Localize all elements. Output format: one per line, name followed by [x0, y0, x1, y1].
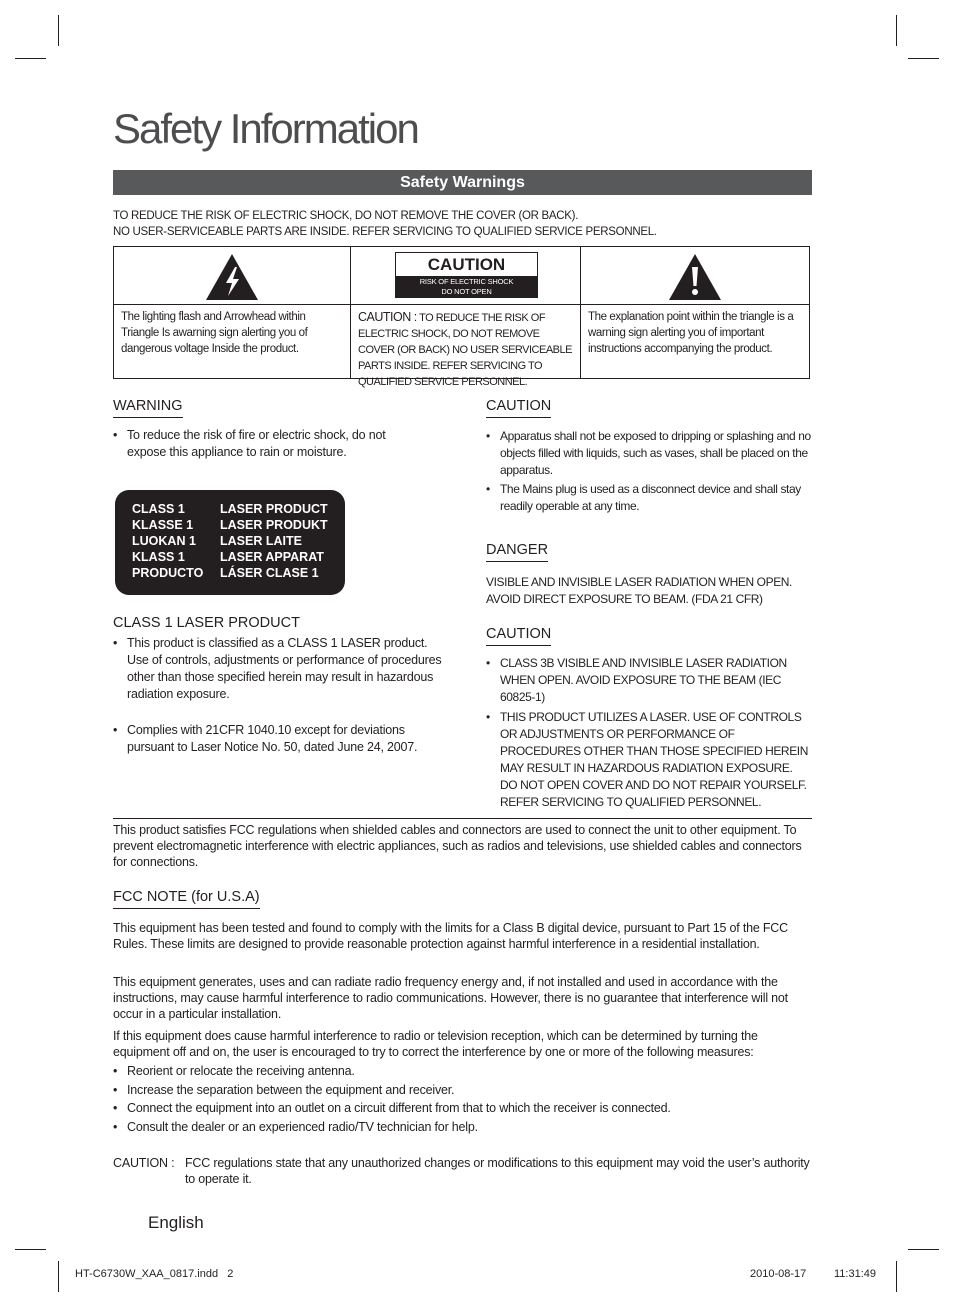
- fcc-caution-text: FCC regulations state that any unauthorized changes or modifications to this equipment may void the user’s authority to operate it.: [185, 1156, 810, 1186]
- class1-heading: CLASS 1 LASER PRODUCT: [113, 615, 300, 631]
- laser-row: KLASSE 1 LASER PRODUKT: [132, 518, 328, 532]
- caution-heading: CAUTION: [486, 626, 551, 646]
- caution-cell: [350, 247, 580, 388]
- crop-mark: [15, 58, 46, 59]
- fcc-paragraph: This equipment generates, uses and can radiate radio frequency energy and, if not installed and used in accordance with the instructions, may cause harmful interference to radio communications. However, there is no guarantee that interference will not occur in a particular installation.: [113, 975, 788, 1021]
- caution-description: [358, 309, 574, 390]
- fcc-intro: This product satisfies FCC regulations when shielded cables and connectors are used to connect the unit to other equipment. To prevent electromagnetic interference with electric appliances, such as radios and televisions, use shielded cables and connectors for connections.: [113, 823, 802, 869]
- intro-line: NO USER-SERVICEABLE PARTS ARE INSIDE. REFER SERVICING TO QUALIFIED SERVICE PERSONNEL.: [113, 226, 657, 238]
- fcc-paragraph: This equipment has been tested and found to comply with the limits for a Class B digital device, pursuant to Part 15 of the FCC Rules. These limits are designed to provide reasonable protection against harmful interference in a residential installation.: [113, 921, 788, 951]
- crop-mark: [58, 1261, 59, 1292]
- laser-row: PRODUCTO LÁSER CLASE 1: [132, 566, 319, 580]
- slug-date: 2010-08-17: [750, 1268, 807, 1280]
- lightning-cell: [114, 247, 350, 378]
- crop-mark: [908, 1249, 939, 1250]
- danger-line: VISIBLE AND INVISIBLE LASER RADIATION WHEN OPEN.: [486, 575, 792, 589]
- danger-heading: DANGER: [486, 542, 548, 562]
- warning-symbols-table: [113, 246, 810, 388]
- danger-line: AVOID DIRECT EXPOSURE TO BEAM. (FDA 21 CFR): [486, 592, 763, 606]
- page-title: Safety Information: [113, 105, 418, 152]
- crop-mark: [58, 15, 59, 46]
- fcc-caution-label: CAUTION :: [113, 1156, 175, 1170]
- lightning-triangle-icon: [204, 252, 260, 302]
- slug-time: 11:31:49: [834, 1268, 877, 1280]
- caution-label-line: RISK OF ELECTRIC SHOCK: [419, 277, 514, 286]
- exclamation-cell: [580, 247, 809, 378]
- crop-mark: [896, 1261, 897, 1292]
- exclamation-description: The explanation point within the triangle is a warning sign alerting you of important instructions accompanying the product.: [588, 311, 794, 355]
- laser-row: KLASS 1 LASER APPARAT: [132, 550, 324, 564]
- crop-mark: [896, 15, 897, 46]
- fcc-heading: FCC NOTE (for U.S.A): [113, 889, 260, 909]
- footer-language: English: [148, 1213, 204, 1232]
- fcc-paragraph: If this equipment does cause harmful interference to radio or television reception, which can be determined by turning the equipment off and on, the user is encouraged to try to correct the interference by one or more of the following measures:: [113, 1029, 758, 1059]
- divider: [113, 818, 812, 819]
- caution-heading: CAUTION: [486, 398, 551, 418]
- lightning-description: The lighting flash and Arrowhead within Triangle Is awarning sign alerting you of dangerous voltage Inside the product.: [121, 311, 308, 355]
- section-banner: Safety Warnings: [113, 170, 812, 195]
- laser-row: CLASS 1 LASER PRODUCT: [132, 502, 328, 516]
- slug-filename: HT-C6730W_XAA_0817.indd 2: [75, 1268, 234, 1280]
- crop-mark: [15, 1249, 46, 1250]
- laser-row: LUOKAN 1 LASER LAITE: [132, 534, 302, 548]
- caution-label-title: CAUTION: [427, 255, 506, 274]
- caution-prefix: CAUTION :: [358, 310, 417, 324]
- warning-heading: WARNING: [113, 398, 183, 418]
- crop-mark: [908, 58, 939, 59]
- laser-class-label: [115, 490, 345, 595]
- caution-label-line: DO NOT OPEN: [441, 287, 492, 296]
- caution-label: [395, 252, 538, 298]
- intro-line: TO REDUCE THE RISK OF ELECTRIC SHOCK, DO NOT REMOVE THE COVER (OR BACK).: [113, 210, 579, 222]
- exclamation-triangle-icon: [667, 252, 723, 302]
- caution-body: TO REDUCE THE RISK OF ELECTRIC SHOCK, DO NOT REMOVE COVER (OR BACK) NO USER SERVICEABLE PARTS INSIDE. REFER SERVICING TO QUALIFIED SERVICE PERSONNEL.: [358, 312, 572, 388]
